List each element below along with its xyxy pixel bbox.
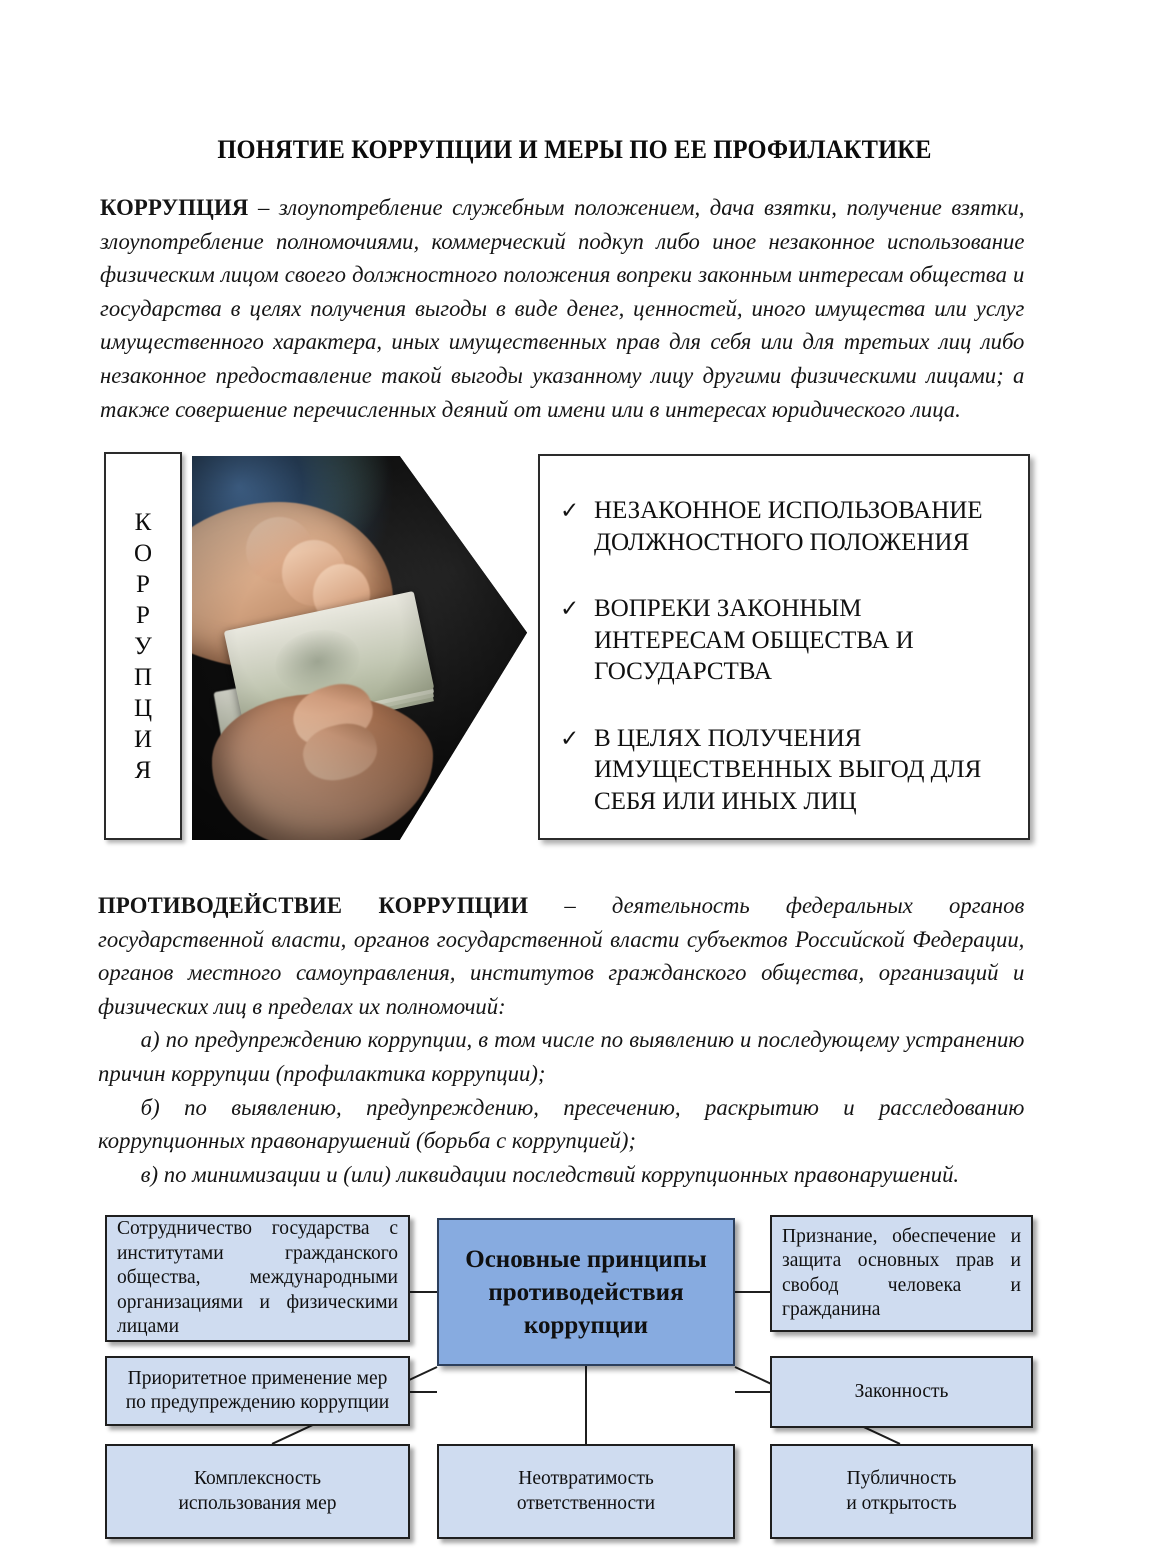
principle-label: Законность [854,1380,949,1402]
principles-center-label: Основные принципы противодействия коррупции [465,1245,707,1339]
check-icon: ✓ [560,725,580,751]
list-item-label: В ЦЕЛЯХ ПОЛУЧЕНИЯ ИМУЩЕСТВЕННЫХ ВЫГОД ДЛЯ СЕБЯ ИЛИ ИНЫХ ЛИЦ [594,722,982,815]
list-item-label: НЕЗАКОННОЕ ИСПОЛЬЗОВАНИЕ ДОЛЖНОСТНОГО ПОЛОЖЕНИЯ [594,495,983,556]
counteraction-item-b: б) по выявлению, предупреждению, пресечению, раскрытию и расследованию коррупционных правонарушений (борьба с коррупцией); [98,1094,1025,1155]
definition-text: – злоупотребление служебным положением, дача взятки, получение взятки, злоупотребление полномочиями, коммерческий подкуп либо иное незаконное использование физическим лицом своего должностного положения вопреки законным интересам общества и государства в целях получения выгоды в виде денег, ценностей, иного имущества или услуг имущественного характера, иных имущественных прав для себя или для третьих лиц либо незаконное предоставление такой выгоды указанному лицу другими физическими лицами; а также совершение перечисленных деяний от имени или в интересах юридического лица. [100,195,1025,423]
principle-label: Приоритетное применение мер по предупреждению коррупции [125,1367,390,1413]
principle-label-line2: ответственности [516,1492,656,1514]
vertical-letter: П [133,663,153,691]
principle-box-inevitability [437,1444,735,1539]
principle-box-cooperation [105,1215,410,1342]
list-item [560,592,1010,687]
vertical-letter: К [134,508,152,536]
vertical-letter: Р [136,601,150,629]
definition-paragraph [100,192,1024,427]
principle-label-line2: и открытость [846,1492,957,1514]
connector-right-mid [735,1391,770,1393]
principle-box-prevention [105,1356,410,1426]
check-icon: ✓ [560,596,580,621]
photo-vignette [192,456,527,840]
vertical-letter: У [134,632,152,660]
principle-label: Признание, обеспечение и защита основных прав и свобод человека и гражданина [782,1225,1021,1320]
corruption-criteria-box [538,454,1030,840]
vertical-letter: Ц [133,694,153,722]
principle-label-line2: использования мер [178,1492,337,1514]
check-icon: ✓ [560,498,580,523]
vertical-corruption-label-box [104,452,182,840]
counteraction-term: ПРОТИВОДЕЙСТВИЕ КОРРУПЦИИ [98,893,529,919]
vertical-letter: И [133,725,153,753]
page-title: ПОНЯТИЕ КОРРУПЦИИ И МЕРЫ ПО ЕЕ ПРОФИЛАКТИКЕ [217,135,932,164]
counteraction-item-c: в) по минимизации и (или) ликвидации последствий коррупционных правонарушений. [140,1161,960,1188]
connector-right-top [735,1291,770,1293]
principles-center-box [437,1218,735,1366]
corruption-visual-band [0,452,1149,844]
list-item-label: ВОПРЕКИ ЗАКОННЫМ ИНТЕРЕСАМ ОБЩЕСТВА И ГОСУДАРСТВА [594,593,914,685]
vertical-corruption-letters [134,507,152,786]
principle-label-line1: Публичность [846,1468,957,1489]
list-item [560,494,1010,557]
principle-box-legality [770,1356,1033,1428]
principle-label: Сотрудничество государства с институтами гражданского общества, международными организациями и физическими лицами [117,1218,398,1338]
principle-label-line1: Комплексность [194,1468,321,1489]
principle-box-complexity [105,1444,410,1539]
connector-center-down [585,1366,587,1444]
connector-left-top [410,1291,437,1293]
list-item [560,722,1010,817]
counteraction-text: – деятельность федеральных органов государственной власти, органов государственной власти субъектов Российской Федерации, органов местного самоуправления, институтов гражданского общества, организаций и физических лиц в пределах их полномочий: [98,893,1025,1020]
counteraction-item-a: а) по предупреждению коррупции, в том числе по выявлению и последующему устранению причин коррупции (профилактика коррупции); [98,1027,1025,1087]
principle-box-rights [770,1215,1033,1332]
principle-box-publicity [770,1444,1033,1539]
vertical-letter: О [133,539,153,567]
connector-left-mid [410,1391,437,1393]
vertical-letter: Р [136,570,150,598]
principles-diagram [0,1208,1149,1553]
counteraction-paragraph [98,890,1024,1192]
vertical-letter: Я [134,756,152,784]
principle-label-line1: Неотвратимость [518,1468,654,1489]
definition-term: КОРРУПЦИЯ [100,195,249,221]
bribe-money-handover-photo [192,456,527,840]
